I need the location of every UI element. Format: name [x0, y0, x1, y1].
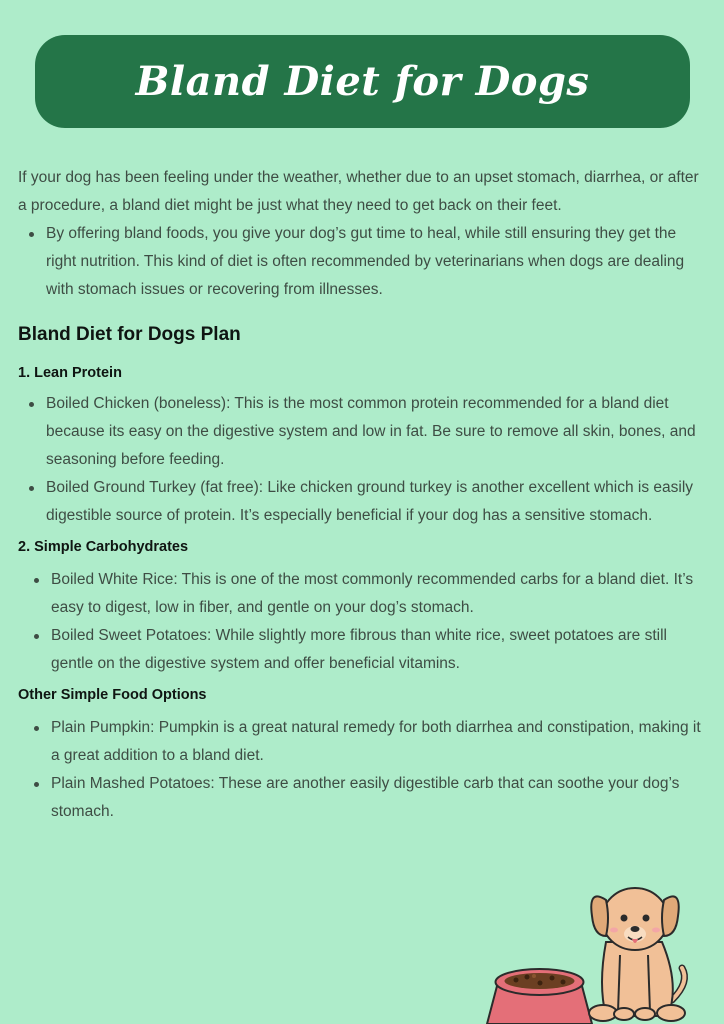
list-item: Boiled Ground Turkey (fat free): Like chicken ground turkey is another excellent which is easily digestible source of protein. It’s especially beneficial if your dog has a sensitive stomach. — [18, 474, 708, 530]
list-item: Boiled Chicken (boneless): This is the most common protein recommended for a bland diet because its easy on the digestive system and low in fat. Be sure to remove all skin, bones, and seasoning before feeding. — [18, 390, 708, 474]
section-heading-protein: 1. Lean Protein — [18, 365, 122, 381]
plan-heading: Bland Diet for Dogs Plan — [18, 324, 241, 345]
section-heading-other: Other Simple Food Options — [18, 687, 207, 703]
page-title: Bland Diet for Dogs — [135, 58, 590, 105]
intro-paragraph: If your dog has been feeling under the weather, whether due to an upset stomach, diarrhea, or after a procedure, a bland diet might be just what they need to get back on their feet. — [18, 169, 699, 214]
list-item: Plain Pumpkin: Pumpkin is a great natural remedy for both diarrhea and constipation, making it a great addition to a bland diet. — [18, 714, 708, 770]
intro-bullet: By offering bland foods, you give your dog’s gut time to heal, while still ensuring they get the right nutrition. This kind of diet is often recommended by veterinarians when dogs are dealing with stomach issues or recovering from illnesses. — [18, 220, 708, 304]
list-item: Boiled Sweet Potatoes: While slightly more fibrous than white rice, sweet potatoes are still gentle on the digestive system and offer beneficial vitamins. — [18, 622, 708, 678]
list-item: Boiled White Rice: This is one of the most commonly recommended carbs for a bland diet. It’s easy to digest, low in fiber, and gentle on your dog’s stomach. — [18, 566, 708, 622]
section-heading-carbs: 2. Simple Carbohydrates — [18, 539, 189, 555]
list-item: Plain Mashed Potatoes: These are another easily digestible carb that can soothe your dog’s stomach. — [18, 770, 708, 826]
